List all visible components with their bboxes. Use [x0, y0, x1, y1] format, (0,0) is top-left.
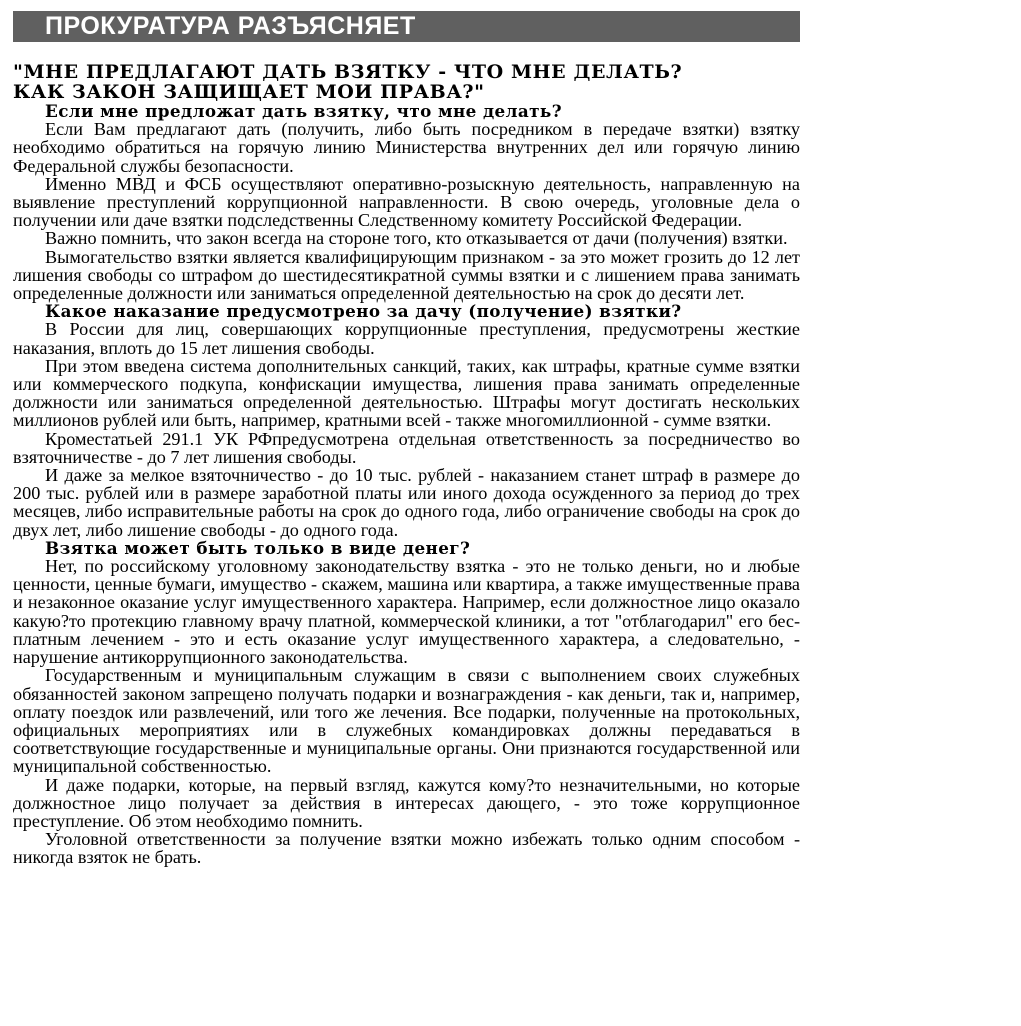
paragraph: Важно помнить, что закон всегда на стороне того, кто отказывается от дачи (получения) взятки.: [45, 228, 788, 249]
paragraph: В России для лиц, совершающих коррупционные преступления, предусмотрены жесткие наказания, вплоть до 15 лет лишения свободы.: [13, 319, 800, 358]
section-heading: Какое наказание предусмотрено за дачу (получение) взятки?: [45, 301, 682, 322]
paragraph: Уголовной ответственности за получение взятки можно избежать только одним способом - никогда взяток не брать.: [13, 829, 800, 868]
section-heading: Взятка может быть только в виде денег?: [45, 537, 471, 558]
paragraph: Именно МВД и ФСБ осуществляют оперативно-розыскную деятельность, направленную на выявление преступлений коррупционной направленности. В свою очередь, уголовные дела о получении или даче взятки подследственны Следственному комитету Российской Федерации.: [13, 173, 800, 231]
paragraph: Государственным и муниципальным служащим в связи с выполнением своих служебных обязанностей законом запрещено получать подарки и вознаграждения - как деньги, так и, например, оплату поездок или развлечений, или того же лечения. Все подарки, полученные на протокольных, официальных мероприятиях или в служебных командировках должны передаваться в соответствующие государственные и муниципальные органы. Они признаются государственной или муниципальной собственностью.: [13, 665, 800, 777]
paragraph: Кромеcтатьей 291.1 УК РФпредусмотрена отдельная ответственность за посредничество во взяточничестве - до 7 лет лишения свободы.: [13, 428, 800, 467]
article-body: [13, 102, 800, 867]
article-title-line: "МНЕ ПРЕДЛАГАЮТ ДАТЬ ВЗЯТКУ - ЧТО МНЕ ДЕЛАТЬ?: [13, 61, 683, 83]
article-page: [13, 11, 800, 867]
section-banner: [13, 11, 800, 42]
paragraph: Если Вам предлагают дать (получить, либо быть посредником в передаче взятки) взятку необходимо обратиться на горячую линию Министерства внутренних дел или горячую линию Федеральной службы безопасности.: [13, 119, 800, 176]
paragraph: И даже подарки, которые, на первый взгляд, кажутся кому?то незначительными, но которые должностное лицо получает за действия в интересах дающего, - это тоже коррупционное преступление. Об этом необходимо помнить.: [13, 774, 800, 831]
paragraph: Нет, по российскому уголовному законодательству взятка - это не только деньги, но и любые ценности, ценные бумаги, имущество - скажем, машина или квартира, а также имущественные права и незаконное оказание услуг имущественного характера. Например, если должностное лицо оказало какую?то протекцию главному врачу платной, коммерческой клиники, а тот "отблагодарил" его бесплатным лечением - это и есть оказание услуг имущественного характера, а следовательно, - нарушение антикоррупционного законодательства.: [13, 556, 800, 668]
paragraph: Вымогательство взятки является квалифицирующим признаком - за это может грозить до 12 лет лишения свободы со штрафом до шестидесятикратной суммы взятки и с лишением права занимать определенные должности или заниматься определенной деятельностью на срок до десяти лет.: [13, 246, 800, 304]
paragraph: При этом введена система дополнительных санкций, таких, как штрафы, кратные сумме взятки или коммерческого подкупа, конфискации имущества, лишения права занимать определенные должности или заниматься определенной деятельностью. Штрафы могут достигать нескольких миллионов рублей или быть, например, кратными всей - также многомиллионной - сумме взятки.: [13, 355, 800, 431]
article-title: [13, 62, 800, 102]
section-label: ПРОКУРАТУРА РАЗЪЯСНЯЕТ: [45, 12, 416, 40]
paragraph: И даже за мелкое взяточничество - до 10 тыс. рублей - наказанием станет штраф в размере до 200 тыс. рублей или в размере заработной платы или иного дохода осужденного за период до трех месяцев, либо исправительные работы на срок до одного года, либо ограничение свободы на срок до двух лет, либо лишение свободы - до одного года.: [13, 465, 800, 540]
section-heading: Если мне предложат дать взятку, что мне делать?: [45, 101, 562, 121]
article-title-line: КАК ЗАКОН ЗАЩИЩАЕТ МОИ ПРАВА?": [13, 81, 485, 103]
